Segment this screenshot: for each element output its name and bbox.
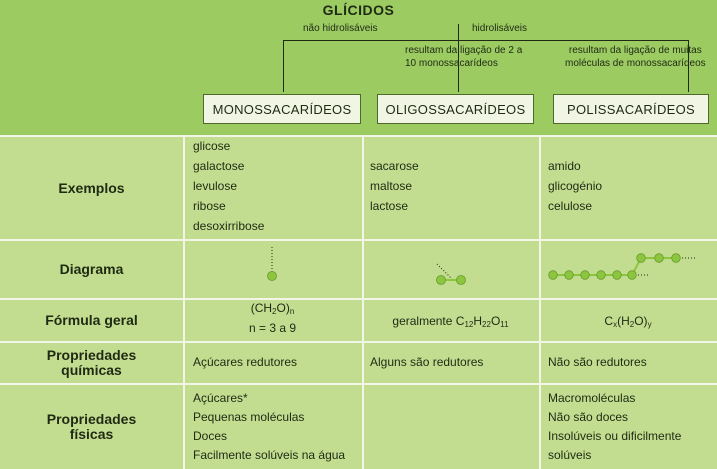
list-item: glicose	[193, 139, 231, 153]
diagram-polissacarideo	[539, 241, 717, 298]
examples-mono-list	[193, 136, 264, 236]
examples-oligo-list	[370, 156, 419, 216]
list-item: lactose	[370, 199, 409, 213]
list-item: solúveis	[548, 448, 592, 462]
tree-connector	[283, 40, 688, 41]
branch-label-hydrolysable: hidrolisáveis	[472, 23, 528, 34]
list-item: glicogénio	[548, 179, 603, 193]
row-label-propriedades-fisicas: Propriedades físicas	[46, 411, 137, 442]
examples-poly-list	[548, 156, 602, 216]
column-header-oligossacarideos: OLIGOSSACARÍDEOS	[377, 94, 534, 124]
formula-poly: $C_x(H_2O)_y$	[604, 314, 652, 329]
list-item: galactose	[193, 159, 245, 173]
page-title: GLÍCIDOS	[322, 2, 395, 18]
formula-mono: $(CH_2O)_n$ n = 3 a 9	[248, 301, 297, 335]
list-item: Doces	[193, 429, 228, 443]
column-header-polissacarideos: POLISSACARÍDEOS	[553, 94, 709, 124]
tree-connector	[458, 24, 459, 41]
chemical-poly: Não são redutores	[548, 355, 647, 369]
list-item: desoxirribose	[193, 219, 265, 233]
diagram-monossacarideo	[183, 241, 362, 298]
formula-oligo: geralmente $C_{12}H_{22}O_{11}$	[392, 314, 509, 329]
list-item: Facilmente solúveis na água	[193, 448, 346, 462]
branch-label-non-hydrolysable: não hidrolisáveis	[303, 23, 378, 34]
list-item: celulose	[548, 199, 593, 213]
list-item: Não são doces	[548, 410, 629, 424]
diagram-oligossacarideo	[362, 241, 539, 298]
poly-note: resultam da ligação de muitas moléculas de monossacarídeos	[565, 45, 706, 69]
list-item: Macromoléculas	[548, 391, 636, 405]
column-divider	[539, 135, 541, 469]
row-label-exemplos: Exemplos	[58, 179, 125, 196]
list-item: sacarose	[370, 159, 419, 173]
row-label-diagrama: Diagrama	[59, 261, 124, 277]
physical-mono-list	[193, 389, 345, 465]
row-label-formula-geral: Fórmula geral	[45, 312, 138, 328]
list-item: Açúcares*	[193, 391, 248, 405]
chemical-oligo: Alguns são redutores	[370, 355, 484, 369]
oligo-note: resultam da ligação de 2 a 10 monossacarídeos	[405, 45, 523, 69]
list-item: Insolúveis ou dificilmente	[548, 429, 682, 443]
tree-connector	[283, 40, 284, 92]
list-item: levulose	[193, 179, 238, 193]
list-item: ribose	[193, 199, 226, 213]
list-item: Pequenas moléculas	[193, 410, 305, 424]
chemical-mono: Açúcares redutores	[193, 355, 298, 369]
list-item: maltose	[370, 179, 413, 193]
list-item: amido	[548, 159, 581, 173]
column-divider	[362, 135, 364, 469]
physical-poly-list	[548, 389, 681, 465]
column-header-monossacarideos: MONOSSACARÍDEOS	[203, 94, 361, 124]
row-label-propriedades-quimicas: Propriedades químicas	[46, 347, 137, 378]
